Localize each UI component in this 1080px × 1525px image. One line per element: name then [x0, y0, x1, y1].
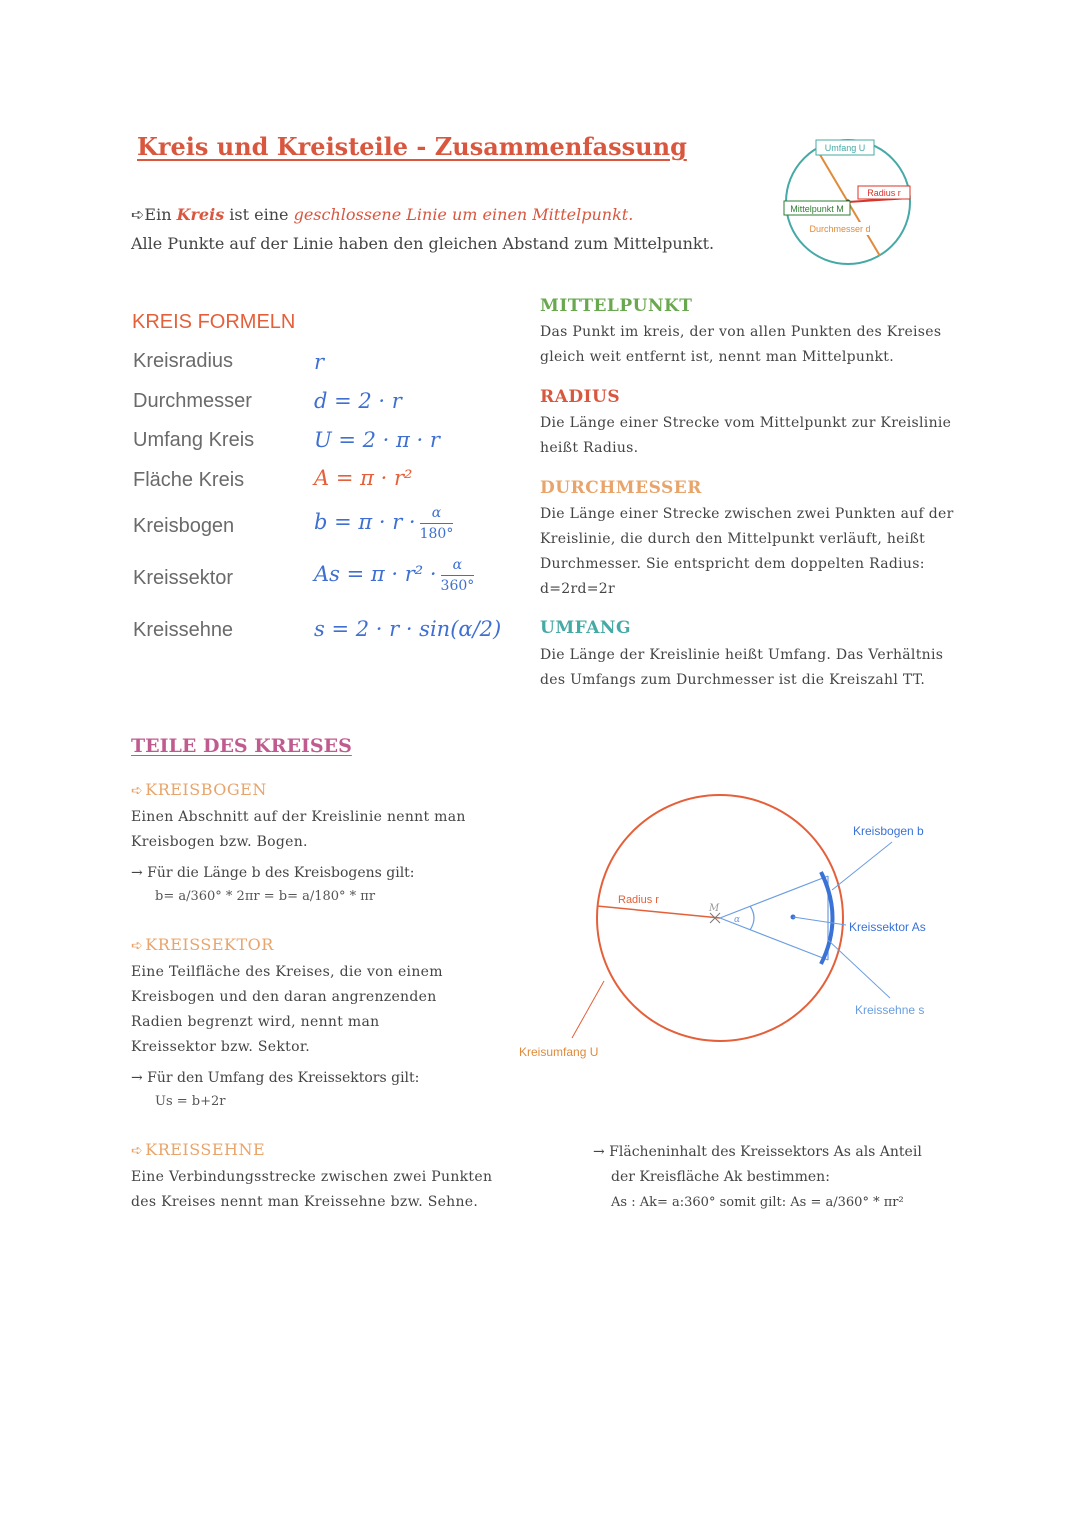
kreisumfang-pointer: [572, 981, 604, 1038]
kreissektor-heading: ➪ KREISSEKTOR: [131, 935, 274, 954]
formel-radius: r: [314, 350, 325, 374]
page-title: Kreis und Kreisteile - Zusammenfassung: [137, 132, 687, 161]
formel-kreissektor: As = π · r² · $\frac{\alpha}{360^\circ}$: [314, 557, 475, 594]
kreis-term: Kreis: [176, 205, 225, 224]
formel-flaeche: A = π · r²: [314, 466, 413, 490]
kreissektor-text: Eine Teilfläche des Kreises, die von einem Kreisbogen und den daran angrenzenden Radien begrenzt wird, nennt man Kreissektor bzw. Sektor.: [131, 964, 443, 1055]
kreisbogen-text: Einen Abschnitt auf der Kreislinie nennt man Kreisbogen bzw. Bogen.: [131, 809, 466, 850]
radius-line: [597, 906, 720, 918]
formel-umfang: U = 2 · π · r: [314, 428, 440, 452]
radius-heading: RADIUS: [540, 387, 621, 407]
formel-label: Kreissehne: [133, 619, 234, 641]
formel-kreissehne: s = 2 · r · sin(α/2): [314, 617, 502, 641]
kreissektor-label: Kreissektor As: [849, 920, 926, 934]
kreisbogen-heading: ➪ KREISBOGEN: [131, 780, 267, 799]
formel-label: Kreissektor: [133, 567, 234, 589]
mittelpunkt-text: Das Punkt im kreis, der von allen Punkten des Kreises gleich weit entfernt ist, nennt man Mittelpunkt.: [540, 324, 942, 365]
formel-durchmesser: d = 2 · r: [314, 389, 402, 413]
kreissektor-pointer: [793, 917, 846, 925]
kreissektor-formula: Us = b+2r: [155, 1094, 226, 1109]
arrow-icon: ➪: [131, 938, 144, 954]
kreisbogen-note: → Für die Länge b des Kreisbogens gilt:: [131, 865, 415, 881]
kreissehne-label: Kreissehne s: [855, 1003, 925, 1017]
kreissehne-pointer: [828, 940, 890, 998]
flaeche-line-1: → Flächeninhalt des Kreissektors As als Anteil: [593, 1144, 922, 1160]
circle-parts-diagram: [510, 770, 960, 1090]
kreissehne-heading: ➪ KREISSEHNE: [131, 1140, 266, 1159]
fraction: $\frac{\alpha}{180^\circ}$: [419, 505, 454, 542]
kreis-definition: geschlossene Linie um einen Mittelpunkt.: [293, 205, 634, 224]
formel-kreisbogen: b = π · r · $\frac{\alpha}{180^\circ}$: [314, 505, 454, 542]
durchmesser-label: Durchmesser d: [809, 224, 871, 234]
kreissektor-note: → Für den Umfang des Kreissektors gilt:: [131, 1070, 420, 1086]
kreisumfang-label: Kreisumfang U: [519, 1045, 599, 1059]
m-label: M: [709, 903, 720, 914]
circle-overview-diagram: [776, 134, 922, 268]
formel-label: Fläche Kreis: [133, 469, 245, 491]
radius-label: Radius r: [618, 894, 659, 906]
mittelpunkt-label: Mittelpunkt M: [790, 204, 844, 214]
durchmesser-text: Die Länge einer Strecke zwischen zwei Punkten auf der Kreislinie, die durch den Mittelpunkt verläuft, heißt Durchmesser. Sie entspricht dem doppelten Radius: d=2rd=2r: [540, 506, 954, 597]
mittelpunkt-heading: MITTELPUNKT: [540, 296, 693, 316]
teile-heading: TEILE DES KREISES: [131, 735, 352, 757]
intro-line-2: Alle Punkte auf der Linie haben den gleichen Abstand zum Mittelpunkt.: [131, 234, 715, 253]
formel-label: Kreisradius: [133, 350, 234, 372]
flaeche-line-2: der Kreisfläche Ak bestimmen:: [611, 1169, 830, 1185]
durchmesser-heading: DURCHMESSER: [540, 478, 702, 498]
arrow-icon: ➪: [131, 1143, 144, 1159]
kreisbogen-arc: [821, 872, 833, 964]
kreisbogen-pointer: [832, 842, 892, 890]
fraction: $\frac{\alpha}{360^\circ}$: [440, 557, 475, 594]
angle-arc: [750, 906, 754, 930]
alpha-label: α: [734, 915, 741, 925]
arrow-icon: ➪: [131, 783, 144, 799]
umfang-label: Umfang U: [824, 143, 866, 153]
kreisbogen-label: Kreisbogen b: [853, 824, 924, 838]
formeln-heading: KREIS FORMELN: [132, 311, 296, 333]
radius-label: Radius r: [867, 188, 901, 198]
kreissehne-text: Eine Verbindungsstrecke zwischen zwei Punkten des Kreises nennt man Kreissehne bzw. Sehne.: [131, 1169, 493, 1210]
flaeche-line-3: As : Ak= a:360° somit gilt: As = a/360° * πr²: [611, 1195, 904, 1210]
formel-label: Umfang Kreis: [133, 429, 255, 451]
intro-line-1: ➪Ein Kreis ist eine geschlossene Linie um einen Mittelpunkt.: [131, 205, 634, 224]
formel-label: Durchmesser: [133, 390, 252, 412]
intro-text: [131, 200, 714, 258]
kreisbogen-formula: b= a/360° * 2πr = b= a/180° * πr: [155, 889, 376, 904]
arrow-icon: ➪: [131, 205, 145, 224]
sector-edge: [720, 876, 828, 918]
umfang-text: Die Länge der Kreislinie heißt Umfang. Das Verhältnis des Umfangs zum Durchmesser ist die Kreiszahl TT.: [540, 647, 944, 688]
radius-text: Die Länge einer Strecke vom Mittelpunkt zur Kreislinie heißt Radius.: [540, 415, 952, 456]
formel-label: Kreisbogen: [133, 515, 235, 537]
umfang-heading: UMFANG: [540, 618, 631, 638]
